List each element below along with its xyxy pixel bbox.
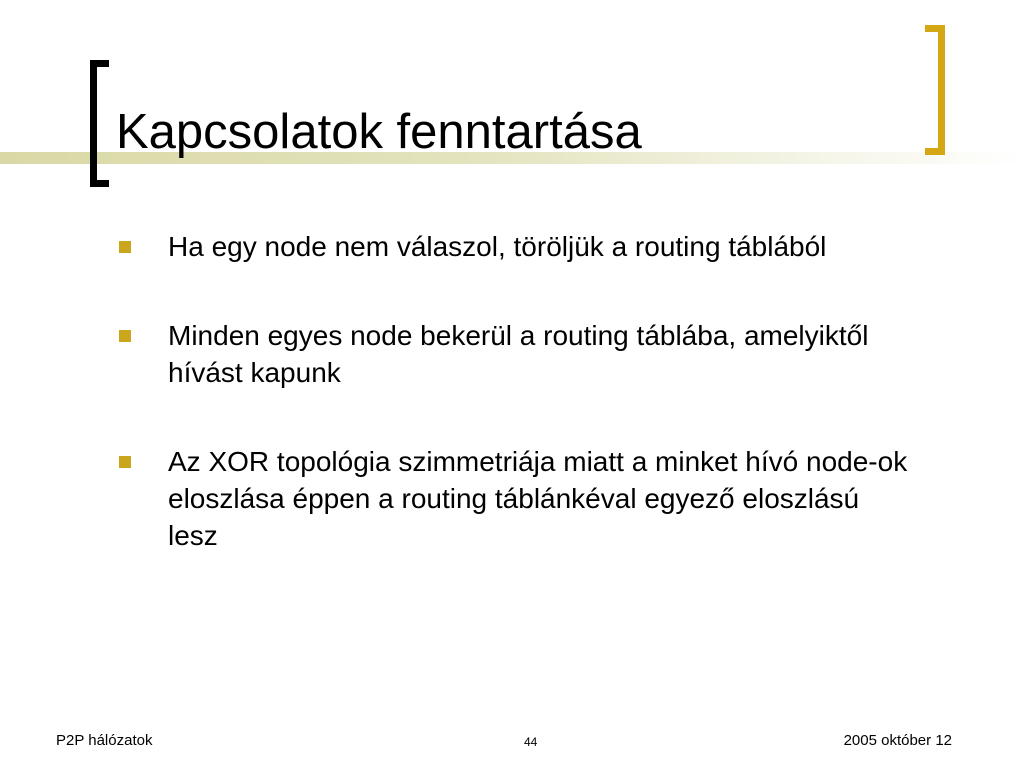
square-bullet-icon (119, 330, 131, 342)
right-bracket-decoration (925, 25, 945, 155)
bullet-item (114, 443, 914, 554)
footer-date: 2005 október 12 (843, 732, 952, 749)
bullet-text: Az XOR topológia szimmetriája miatt a minket hívó node-ok eloszlása éppen a routing táblánkéval egyező eloszlású lesz (168, 446, 908, 551)
left-bracket-decoration (90, 60, 109, 187)
footer-course-name: P2P hálózatok (56, 732, 153, 749)
bullet-text: Minden egyes node bekerül a routing táblába, amelyiktől hívást kapunk (168, 320, 869, 388)
slide-title: Kapcsolatok fenntartása (116, 105, 642, 159)
bullet-item (114, 228, 914, 265)
footer-page-number: 44 (524, 735, 538, 749)
bullet-item (114, 317, 914, 391)
bullet-text: Ha egy node nem válaszol, töröljük a routing táblából (168, 231, 827, 262)
square-bullet-icon (119, 241, 131, 253)
square-bullet-icon (119, 456, 131, 468)
bullet-list (114, 228, 914, 606)
